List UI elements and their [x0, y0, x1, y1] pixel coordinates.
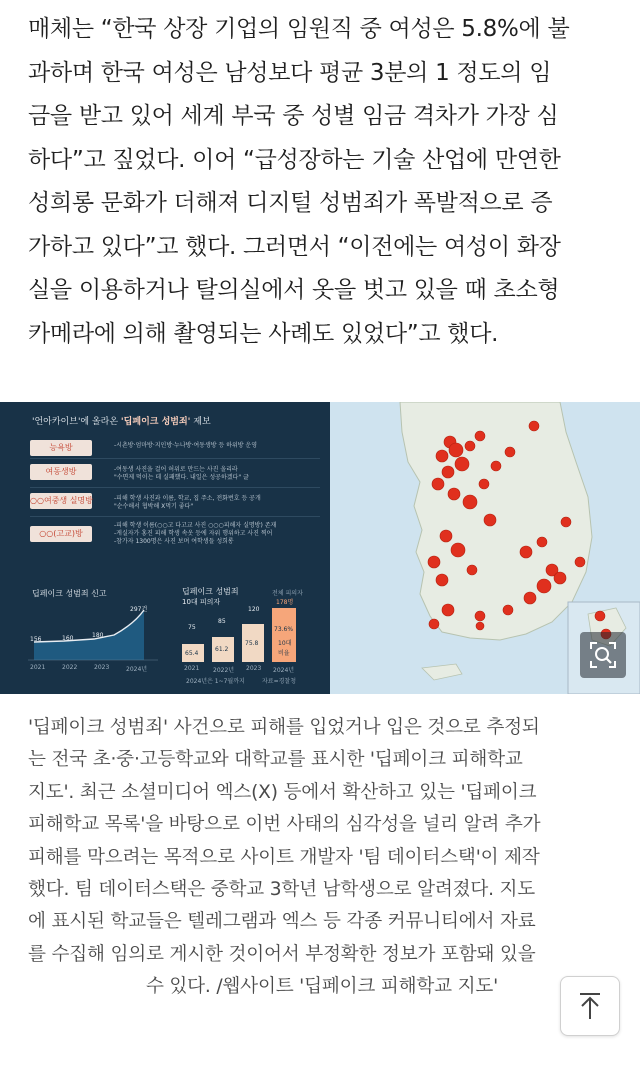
legend-tag: ○○(고교)방: [30, 526, 92, 542]
map-marker: [484, 514, 496, 526]
bar-value: 75.8: [245, 640, 259, 647]
article-line: 성희롱 문화가 더해져 디지털 성범죄가 폭발적으로 증: [28, 190, 553, 216]
article-line: 매체는 “한국 상장 기업의 임원직 중 여성은 5.8%에 불: [28, 16, 570, 42]
bar-chart-year: 2021: [184, 665, 200, 672]
bar-chart-year: 2023: [246, 665, 262, 672]
map-marker: [436, 450, 448, 462]
map-marker: [595, 611, 605, 621]
legend-divider: [30, 458, 320, 459]
map-marker: [476, 622, 484, 630]
line-chart-value: 160: [62, 635, 74, 642]
article-line: 가하고 있다”고 했다. 그러면서 “이전에는 여성이 화장: [28, 233, 561, 260]
caption-line: 지도'. 최근 소셜미디어 엑스(X) 등에서 확산하고 있는 '딥페이크: [28, 781, 537, 803]
bar-extra-label: 10대: [278, 640, 292, 647]
line-chart-year: 2021: [30, 664, 46, 671]
bar-chart-subtitle: 10대 피의자: [182, 598, 221, 606]
legend-desc-line: "순수해서 협박해 X먹기 좋다": [114, 503, 194, 510]
bar-value: 61.2: [215, 646, 229, 653]
map-marker: [467, 565, 477, 575]
map-marker: [505, 447, 515, 457]
line-chart-title: 딥페이크 성범죄 신고: [32, 589, 107, 598]
map-marker: [463, 495, 477, 509]
legend-tag: 여동생방: [30, 464, 92, 480]
map-marker: [449, 443, 463, 457]
legend-desc-line: -여동생 사진을 걸어 허위로 만드는 사진 올리라: [114, 466, 238, 473]
legend-tag: ○○여중생 실명방: [30, 493, 92, 509]
article-line: 실을 이용하거나 탈의실에서 옷을 벗고 있을 때 초소형: [28, 277, 560, 303]
bar-chart-title: 딥페이크 성범죄: [182, 587, 239, 596]
article-line: 카메라에 의해 촬영되는 사례도 있었다”고 했다.: [28, 320, 499, 347]
map-marker: [442, 604, 454, 616]
map-marker: [529, 421, 539, 431]
caption-line: 피해학교 목록'을 바탕으로 이번 사태의 심각성을 널리 알려 추가: [28, 814, 541, 836]
map-marker: [554, 572, 566, 584]
line-chart-year: 2022: [62, 664, 78, 671]
legend-desc-line: -피해 학생 사진과 이름, 학교, 집 주소, 전화번호 등 공개: [114, 495, 261, 502]
map-marker: [537, 537, 547, 547]
legend-desc: [114, 442, 257, 450]
map-marker: [442, 466, 454, 478]
caption-line: 피해를 막으려는 목적으로 사이트 개발자 '팀 데이터스택'이 제작: [28, 846, 540, 868]
map-marker: [503, 605, 513, 615]
bar-chart-note: 2024년은 1~7월까지: [186, 678, 245, 685]
line-chart-value: 156: [30, 636, 42, 643]
caption-line: '딥페이크 성범죄' 사건으로 피해를 입었거나 입은 것으로 추정되: [28, 717, 540, 738]
legend-desc-line: -시촌방·엄마방·지인방·누나방·여동생방 등 하위방 운영: [114, 442, 258, 449]
map-marker: [575, 557, 585, 567]
legend-desc-line: -피해 학생 이름(○○고 다고교 사진 ○○○피해자 실명방) 존재: [114, 522, 277, 529]
bar-extra-label: 비율: [278, 650, 290, 657]
arrow-up-icon: [561, 977, 619, 1035]
bar-value: 65.4: [185, 650, 199, 657]
line-chart-value: 180: [92, 632, 104, 639]
map-marker: [428, 556, 440, 568]
infographic-figure[interactable]: [0, 402, 640, 694]
caption-line: 에 표시된 학교들은 텔레그램과 엑스 등 각종 커뮤니티에서 자료: [28, 911, 536, 933]
line-chart-value: 297건: [130, 606, 148, 613]
map-marker: [432, 478, 444, 490]
map-marker: [524, 592, 536, 604]
bar-top-value: 120: [248, 606, 260, 613]
map-marker: [440, 530, 452, 542]
figure-title-prefix: '언아카이브'에 올라온: [32, 417, 121, 427]
article-line: 과하며 한국 여성은 남성보다 평균 3분의 1 정도의 임: [28, 59, 552, 86]
bar-chart-total-value: 178명: [276, 599, 294, 606]
bar-value: 73.6%: [274, 626, 294, 633]
line-chart-year: 2023: [94, 664, 110, 671]
map-marker: [561, 517, 571, 527]
map-marker: [479, 479, 489, 489]
caption-line: 했다. 팀 데이터스택은 중학교 3학년 남학생으로 알려졌다. 지도: [28, 879, 536, 901]
bar-top-value: 85: [218, 618, 226, 625]
figure-title-suffix: 제보: [190, 417, 211, 427]
legend-tag: 능욕방: [30, 440, 92, 456]
legend-divider: [30, 487, 320, 488]
article-body: [28, 8, 618, 356]
scroll-to-top-button[interactable]: [560, 976, 620, 1036]
map-marker: [451, 543, 465, 557]
map-marker: [436, 574, 448, 586]
line-chart-area: [34, 610, 144, 660]
map-marker: [520, 546, 532, 558]
map-marker: [448, 488, 460, 500]
image-caption: [28, 712, 616, 1004]
legend-desc-line: -게실자가 홍진 피해 학생 속옷 등에 자위 행위하고 사진 찍어: [114, 530, 273, 537]
legend-desc-line: "수면제 먹이는 데 실패했다. 내일은 성공하겠다" 글: [114, 474, 249, 481]
zoom-icon: [580, 632, 626, 678]
legend-desc: [114, 466, 249, 482]
caption-line: 를 수집해 임의로 게시한 것이어서 부정확한 정보가 포함돼 있을: [28, 943, 536, 965]
map-marker: [429, 619, 439, 629]
article-line: 하다”고 짚었다. 이어 “급성장하는 기술 산업에 만연한: [28, 146, 561, 173]
legend-desc-line: -참가자 1300명은 사진 보며 여학생들 성희롱: [114, 538, 234, 545]
bar-chart-total-label: 전체 피의자: [272, 590, 303, 597]
map-marker: [537, 579, 551, 593]
legend-desc: [114, 522, 276, 546]
image-zoom-button[interactable]: [580, 632, 626, 678]
legend-divider: [30, 516, 320, 517]
map-marker: [491, 461, 501, 471]
bar-chart-year: 2022년: [213, 667, 235, 674]
map-marker: [475, 431, 485, 441]
map-marker: [475, 611, 485, 621]
article-line: 금을 받고 있어 세계 부국 중 성별 임금 격차가 가장 심: [28, 103, 559, 129]
caption-line: 는 전국 초·중·고등학교와 대학교를 표시한 '딥페이크 피해학교: [28, 749, 523, 771]
figure-title: [32, 414, 211, 427]
map-marker: [455, 457, 469, 471]
bar-top-value: 75: [188, 624, 196, 631]
legend-desc: [114, 495, 261, 511]
figure-title-highlight: '딥페이크 성범죄': [120, 417, 191, 427]
caption-line: 수 있다. /웹사이트 '딥페이크 피해학교 지도': [145, 976, 499, 998]
bar-chart-year: 2024년: [273, 667, 295, 674]
figure-source: 자료=경찰청: [262, 678, 297, 685]
line-chart-year: 2024년: [126, 666, 148, 673]
map-marker: [465, 441, 475, 451]
